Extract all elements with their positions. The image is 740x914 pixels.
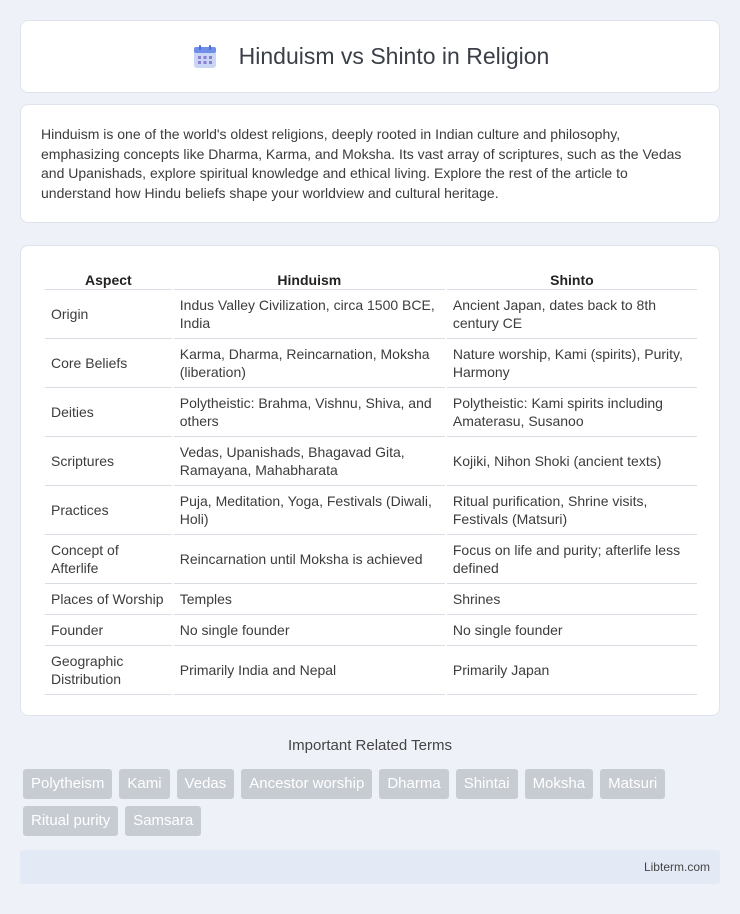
footer	[20, 850, 720, 884]
cell-aspect: Core Beliefs	[45, 339, 172, 388]
term-tag[interactable]: Matsuri	[600, 769, 665, 799]
cell-hinduism: Temples	[174, 584, 445, 615]
cell-aspect: Places of Worship	[45, 584, 172, 615]
term-tag[interactable]: Dharma	[379, 769, 448, 799]
footer-link[interactable]: Libterm.com	[643, 860, 710, 874]
table-row	[45, 437, 697, 486]
cell-aspect: Founder	[45, 615, 172, 646]
term-tag[interactable]: Samsara	[125, 806, 201, 836]
cell-aspect: Practices	[45, 486, 172, 535]
header-hinduism: Hinduism	[174, 266, 445, 290]
cell-hinduism: Puja, Meditation, Yoga, Festivals (Diwali, Holi)	[174, 486, 445, 535]
cell-hinduism: No single founder	[174, 615, 445, 646]
intro-text: Hinduism is one of the world's oldest religions, deeply rooted in Indian culture and philosophy, emphasizing concepts like Dharma, Karma, and Moksha. Its vast array of scriptures, such as the Vedas and Upanishads, explore spiritual knowledge and ethical living. Explore the rest of the article to understand how Hindu beliefs shape your worldview and cultural heritage.	[41, 126, 682, 201]
term-tag[interactable]: Ancestor worship	[241, 769, 372, 799]
header-shinto: Shinto	[447, 266, 697, 290]
cell-hinduism: Vedas, Upanishads, Bhagavad Gita, Ramayana, Mahabharata	[174, 437, 445, 486]
table-row	[45, 339, 697, 388]
page-title: Hinduism vs Shinto in Religion	[238, 43, 550, 69]
cell-hinduism: Indus Valley Civilization, circa 1500 BCE, India	[174, 290, 445, 339]
cell-shinto: Ritual purification, Shrine visits, Festivals (Matsuri)	[447, 486, 697, 535]
cell-shinto: Polytheistic: Kami spirits including Amaterasu, Susanoo	[447, 388, 697, 437]
cell-aspect: Origin	[45, 290, 172, 339]
comparison-table	[43, 266, 699, 695]
table-row	[45, 615, 697, 646]
cell-shinto: Ancient Japan, dates back to 8th century CE	[447, 290, 697, 339]
cell-shinto: Primarily Japan	[447, 646, 697, 695]
calendar-icon	[191, 43, 219, 71]
term-tag[interactable]: Moksha	[525, 769, 594, 799]
term-tag[interactable]: Kami	[119, 769, 169, 799]
header-aspect: Aspect	[45, 266, 172, 290]
cell-hinduism: Karma, Dharma, Reincarnation, Moksha (liberation)	[174, 339, 445, 388]
table-row	[45, 535, 697, 584]
related-terms-title: Important Related Terms	[288, 737, 452, 754]
cell-hinduism: Reincarnation until Moksha is achieved	[174, 535, 445, 584]
table-row	[45, 290, 697, 339]
comparison-table-card	[20, 245, 720, 716]
cell-hinduism: Polytheistic: Brahma, Vishnu, Shiva, and others	[174, 388, 445, 437]
table-row	[45, 584, 697, 615]
cell-shinto: Nature worship, Kami (spirits), Purity, Harmony	[447, 339, 697, 388]
table-header-row	[45, 266, 697, 290]
cell-shinto: No single founder	[447, 615, 697, 646]
table-row	[45, 646, 697, 695]
term-tag[interactable]: Polytheism	[23, 769, 112, 799]
cell-aspect: Scriptures	[45, 437, 172, 486]
cell-aspect: Deities	[45, 388, 172, 437]
term-tag[interactable]: Shintai	[456, 769, 518, 799]
table-row	[45, 388, 697, 437]
term-tag[interactable]: Ritual purity	[23, 806, 118, 836]
cell-shinto: Kojiki, Nihon Shoki (ancient texts)	[447, 437, 697, 486]
related-terms-list	[23, 769, 723, 843]
cell-aspect: Concept of Afterlife	[45, 535, 172, 584]
term-tag[interactable]: Vedas	[177, 769, 235, 799]
table-row	[45, 486, 697, 535]
intro-card	[20, 104, 720, 223]
cell-shinto: Shrines	[447, 584, 697, 615]
header-card	[20, 20, 720, 93]
cell-aspect: Geographic Distribution	[45, 646, 172, 695]
cell-shinto: Focus on life and purity; afterlife less defined	[447, 535, 697, 584]
cell-hinduism: Primarily India and Nepal	[174, 646, 445, 695]
